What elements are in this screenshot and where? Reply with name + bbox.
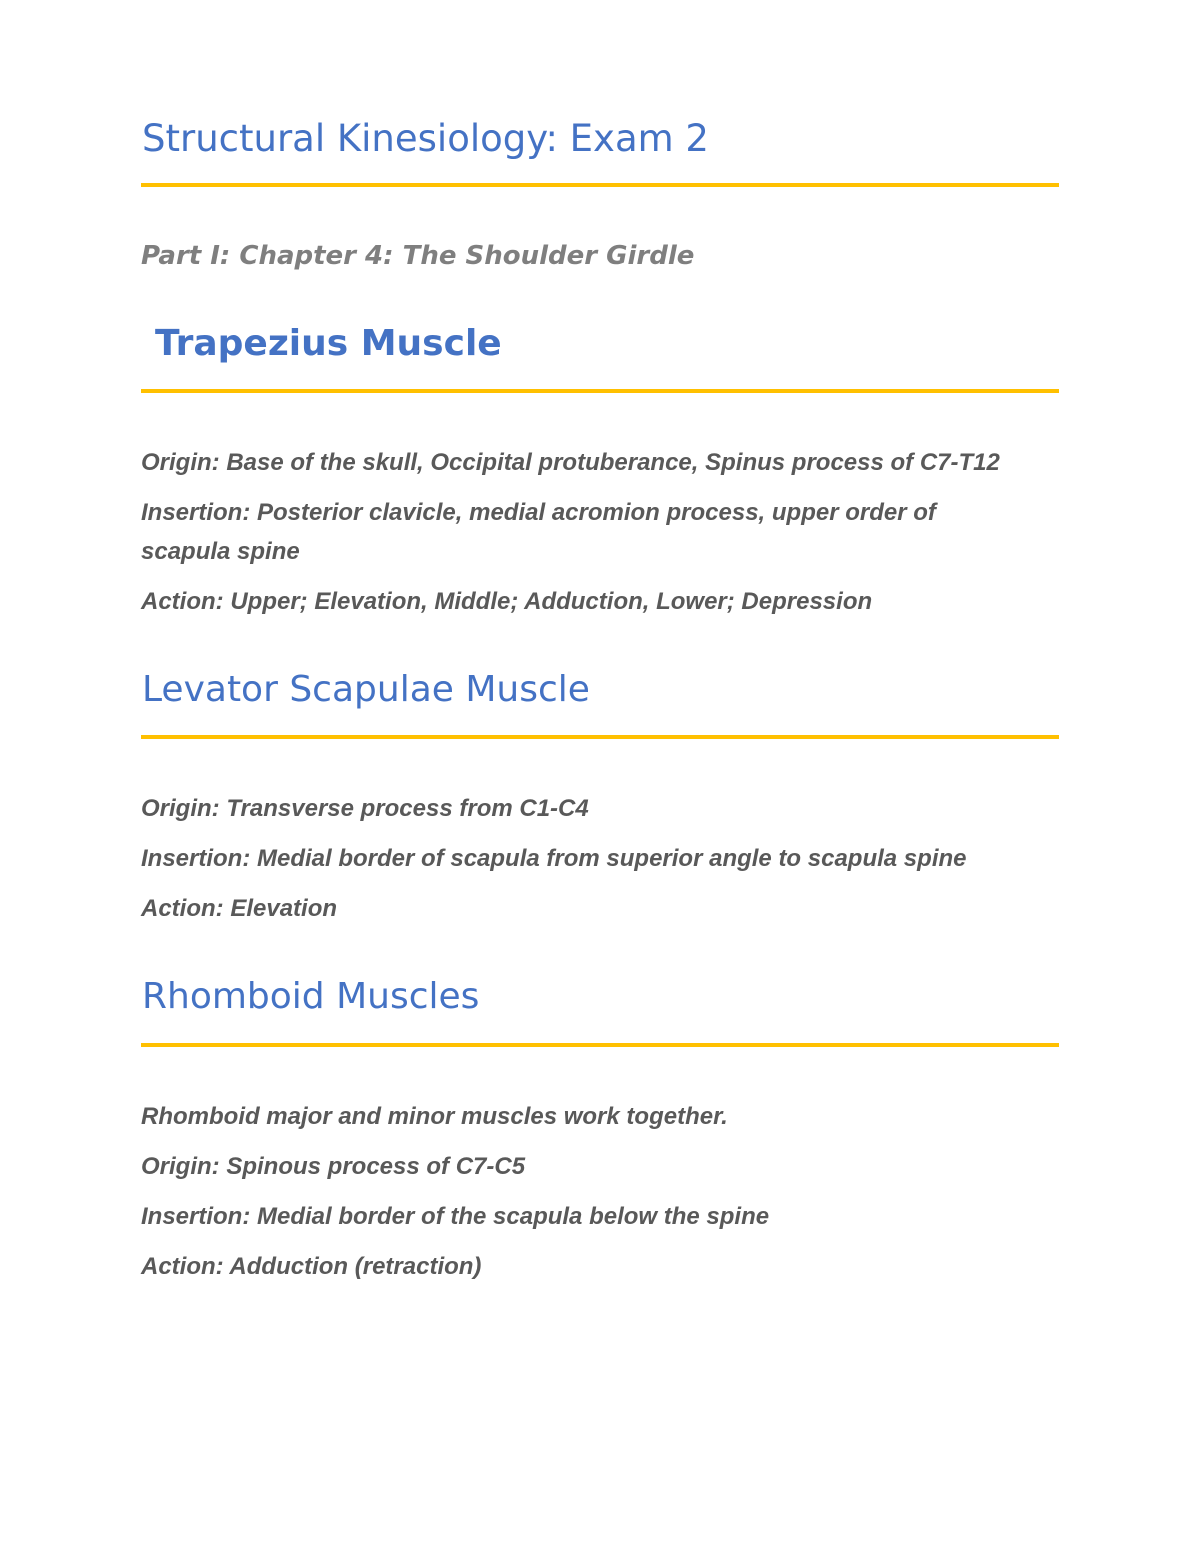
title-divider [141, 183, 1059, 187]
trapezius-insertion-continued: scapula spine [141, 538, 300, 565]
section-divider-rhomboid [141, 1043, 1059, 1047]
trapezius-insertion: Insertion: Posterior clavicle, medial acromion process, upper order of [141, 499, 936, 526]
section-title-rhomboid: Rhomboid Muscles [142, 976, 480, 1017]
levator-origin: Origin: Transverse process from C1-C4 [141, 795, 589, 822]
section-title-trapezius: Trapezius Muscle [155, 323, 502, 364]
rhomboid-note: Rhomboid major and minor muscles work together. [141, 1103, 728, 1130]
rhomboid-origin: Origin: Spinous process of C7-C5 [141, 1153, 526, 1180]
rhomboid-insertion: Insertion: Medial border of the scapula below the spine [141, 1203, 770, 1230]
section-divider-levator-scapulae [141, 735, 1059, 739]
rhomboid-action: Action: Adduction (retraction) [141, 1253, 482, 1280]
levator-action: Action: Elevation [141, 895, 338, 922]
section-title-levator-scapulae: Levator Scapulae Muscle [142, 669, 590, 710]
section-divider-trapezius [141, 389, 1059, 393]
part-heading: Part I: Chapter 4: The Shoulder Girdle [141, 241, 695, 271]
document-title: Structural Kinesiology: Exam 2 [142, 117, 709, 160]
trapezius-action: Action: Upper; Elevation, Middle; Adduction, Lower; Depression [141, 588, 873, 615]
trapezius-origin: Origin: Base of the skull, Occipital protuberance, Spinus process of C7-T12 [141, 449, 1000, 476]
levator-insertion: Insertion: Medial border of scapula from superior angle to scapula spine [141, 845, 967, 872]
